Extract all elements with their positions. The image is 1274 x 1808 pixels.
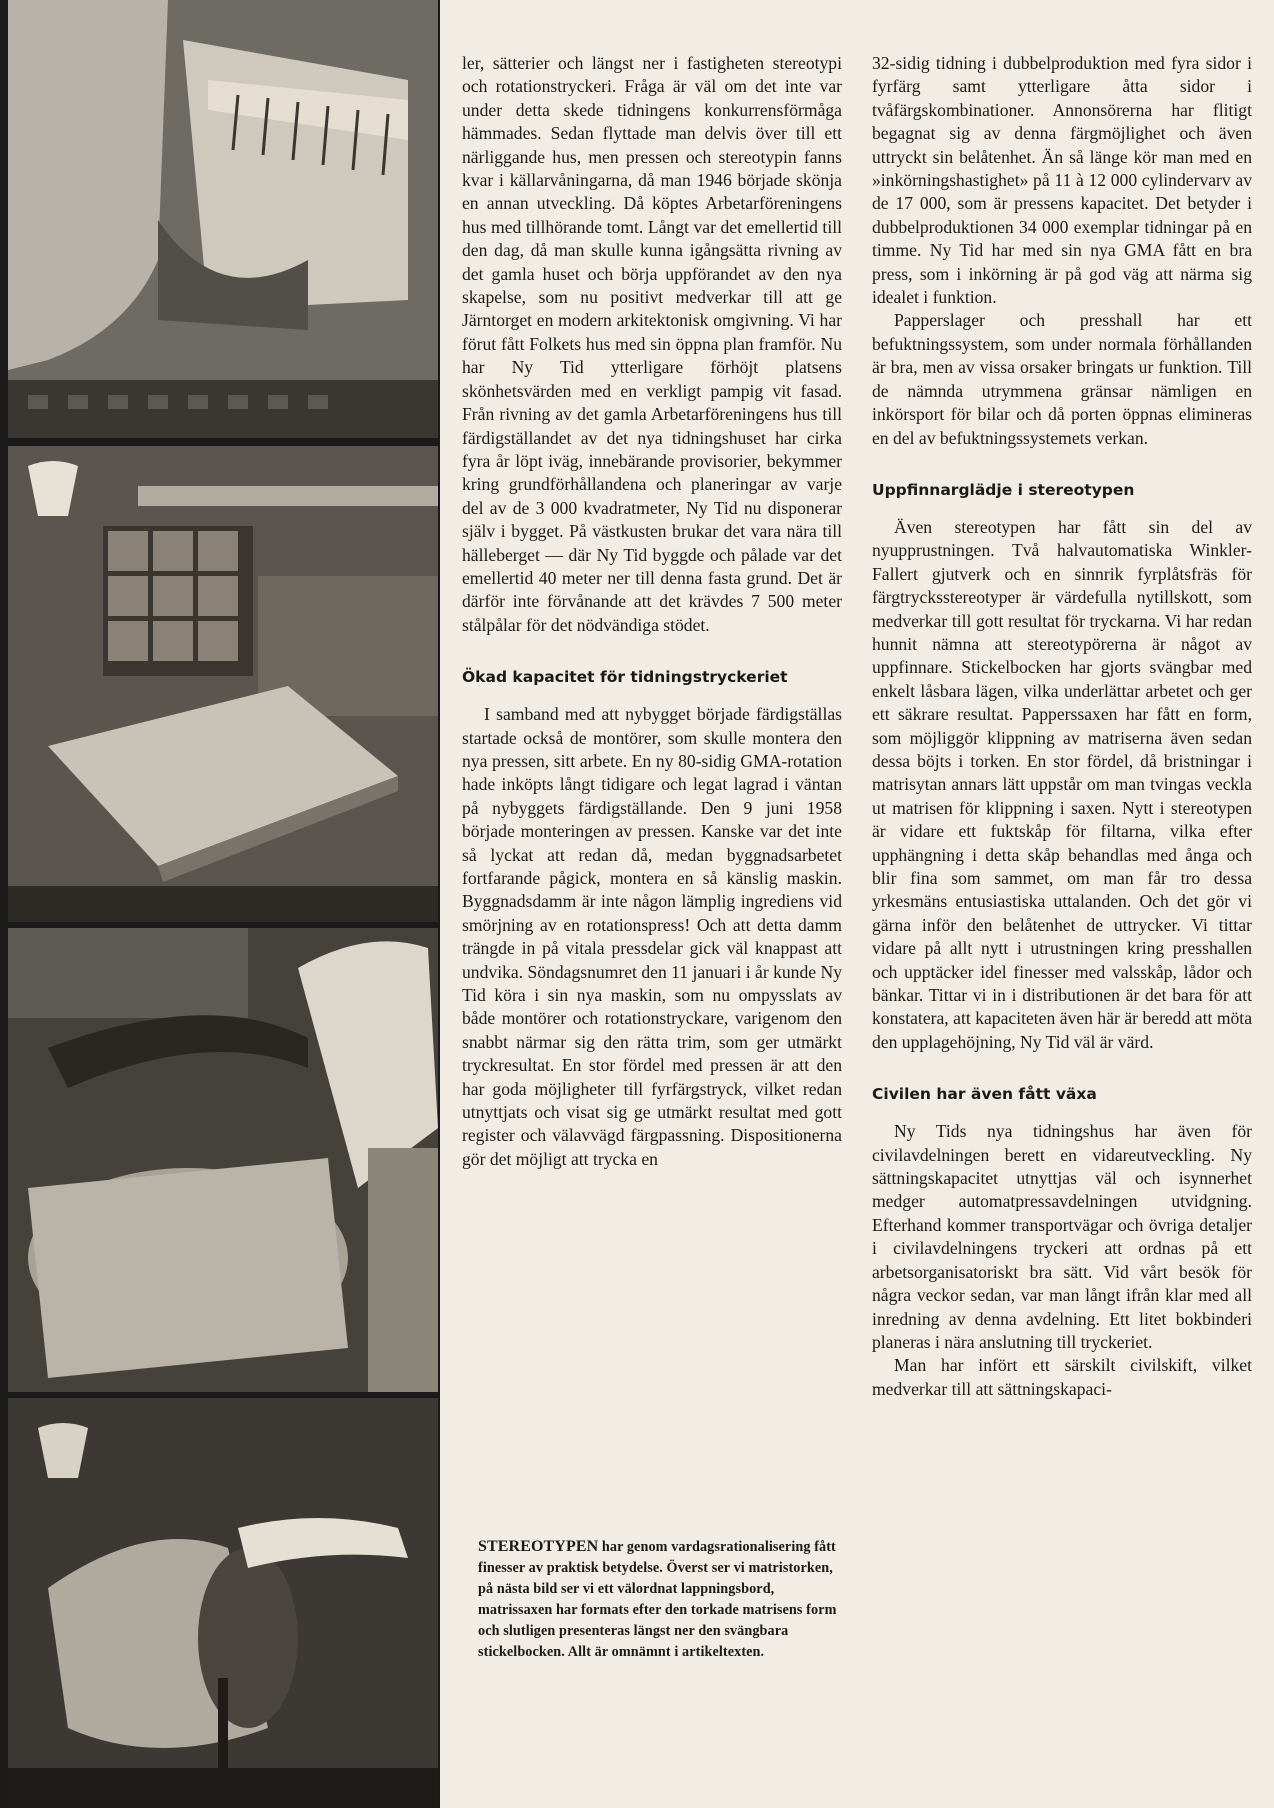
paragraph: Även stereotypen har fått sin del av nyupprustningen. Två halvautomatiska Winkler-Fallert gjutverk och en sinnrik fyrplåtsfräs för färgtrycksstereotyper är värdefulla nytillskott, som medverkar till gott resultat för tryckarna. Vi har redan hunnit nämna att stereotypörerna är något av uppfinnare. Stickelbocken har gjorts svängbar med enkelt låsbara lägen, vilka underlättar arbetet och ger ett säkrare resultat. Papperssaxen har fått en form, som möjliggör klippning av matriserna även sedan dessa böjts i torken. En stor fördel, då bristningar i matrisytan annars lätt uppstår om man tvingas veckla ut matrisen för klippning i saxen. Nytt i stereotypen är vidare ett fuktskåp för filtarna, vilka efter upphängning i detta skåp behandlas med ånga och blir fina som sammet, om man får tro dessa yrkesmäns entusiastiska uttalanden. Och det gör vi gärna inför den belåtenhet de uttrycker. Vi tittar vidare på allt nytt i utrustningen kring presshallen och upptäcker idel finesser med valsskåp, lådor och bänkar. Tittar vi in i distributionen är det bara för att konstatera, att kapaciteten även här är beredd att möta den upplagehöjning, Ny Tid väl är värd.: [872, 516, 1252, 1052]
section-heading: Ökad kapacitet för tidningstryckeriet: [462, 668, 788, 687]
photo-caption: [478, 1536, 840, 1663]
paragraph: Ny Tids nya tidningshus har även för civilavdelningen berett en vidareutveckling. Ny sättningskapacitet utnyttjas väl och isynnerhet medger automatpressavdelningen utvidgning. Efterhand kommer transportvägar och övriga detaljer i civilavdelningens tryckeri att ordnas på ett arbetsorganisatoriskt bra sätt. Vid vårt besök för några veckor sedan, var man långt ifrån klar med all inredning av denna avdelning. Ett litet bokbinderi planeras i nära anslutning till tryckeriet.: [872, 1121, 1252, 1352]
article-column-middle: [462, 52, 842, 1171]
paragraph: Papperslager och presshall har ett befuktningssystem, som under normala förhållanden är bra, men av vissa orsaker bringats ur funktion. Till de nämnda utrymmena gränsar nämligen en inkörsport för bilar och då porten öppnas elimineras en del av befuktningssystemets verkan.: [872, 310, 1252, 448]
caption-text: har genom vardagsrationalisering fått finesser av praktisk betydelse. Överst ser vi matristorken, på nästa bild ser vi ett välordnat lappningsbord, matrissaxen har formats efter den torkade matrisens form och slutligen presenteras längst ner den svängbara stickelbocken. Allt är omnämnt i artikeltexten.: [478, 1539, 837, 1660]
paragraph: Man har infört ett särskilt civilskift, vilket medverkar till att sättningskapaci-: [872, 1355, 1252, 1399]
paragraph: I samband med att nybygget började färdigställas startade också de montörer, som skulle montera den nya pressen, sitt arbete. En ny 80-sidig GMA-rotation hade inköpts långt tidigare och legat lagrad i väntan på nybyggets färdigställande. Den 9 juni 1958 började monteringen av pressen. Kanske var det inte så lyckat att redan då, medan byggnadsarbetet fortfarande pågick, montera en så känslig maskin. Byggnadsdamm är inte någon lämplig ingrediens vid smörjning av en rotationspress! Och att detta damm trängde in på vitala pressdelar gick väl knappast att undvika. Söndagsnumret den 11 januari i år kunde Ny Tid köra i sin nya maskin, som nu ompysslats av både montörer och rotationstryckare, varigenom den snabbt närmar sig den rätta trim, som ger utmärkt tryckresultat. En stor fördel med pressen är att den har goda möjligheter till fyrfärgstryck, vilket redan utnyttjats och visat sig ge utmärkt resultat med gott register och välavvägd färgpassning. Dispositionerna gör det möjligt att trycka en: [462, 704, 842, 1169]
photo-stickel-bench: [8, 1398, 438, 1808]
paragraph: 32-sidig tidning i dubbelproduktion med fyra sidor i fyrfärg samt ytterligare åtta sidor i tvåfärgskombinationer. Annonsörerna har flitigt begagnat sig av denna färgmöjlighet och även uttryckt sin belåtenhet. Än så länge kör man med en »inkörningshastighet» på 11 à 12 000 cylindervarv av de 17 000, som är pressens kapacitet. Det betyder i dubbelproduktionen 34 000 exemplar tidningar på en timme. Ny Tid har med sin nya GMA fått en bra press, som i inkörning är på god väg att närma sig idealet i funktion.: [872, 53, 1252, 308]
section-heading: Uppfinnarglädje i stereotypen: [872, 480, 1135, 499]
caption-lead: STEREOTYPEN: [478, 1538, 599, 1555]
photo-lapping-table: [8, 446, 438, 922]
photo-strip: [0, 0, 440, 1808]
section-heading: Civilen har även fått växa: [872, 1085, 1097, 1104]
photo-matrix-scissors: [8, 928, 438, 1392]
article-column-right: [872, 52, 1252, 1401]
paragraph: ler, sätterier och längst ner i fastigheten stereotypi och rotationstryckeri. Fråga är väl om det inte var under detta skede tidningens konkurrensförmåga hämmades. Sedan flyttade man delvis över till ett närliggande hus, men pressen och stereotypin fanns kvar i källarvåningarna, då man 1946 började skönja en annan utveckling. Då köptes Arbetarföreningens hus med tillhörande tomt. Långt var det emellertid till den dag, då man skulle kunna igångsätta rivning av det gamla huset och börja uppförandet av den nya skapelse, som nu positivt medverkar till att ge Järntorget en modern arkitektonisk omgivning. Vi har förut fått Folkets hus med sin öppna plan framför. Nu har Ny Tid ytterligare förhöjt platsens skönhetsvärden med en verkligt pampig vit fasad. Från rivning av det gamla Arbetarföreningens hus till färdigställandet av det nya tidningshuset har cirka fyra år löpt iväg, innebärande provisorier, bekymmer kring grundförhållandena och planeringar av varje del av de 3 000 kvadratmeter, Ny Tid nu disponerar själv i bygget. På västkusten brukar det vara nära till hälleberget — där Ny Tid byggde och pålade var det emellertid 40 meter ner till denna fasta grund. Det är därför inte förvånande att det krävdes 7 500 meter stålpålar för det nödvändiga stödet.: [462, 53, 842, 635]
photo-matrix-dryer: [8, 0, 438, 438]
